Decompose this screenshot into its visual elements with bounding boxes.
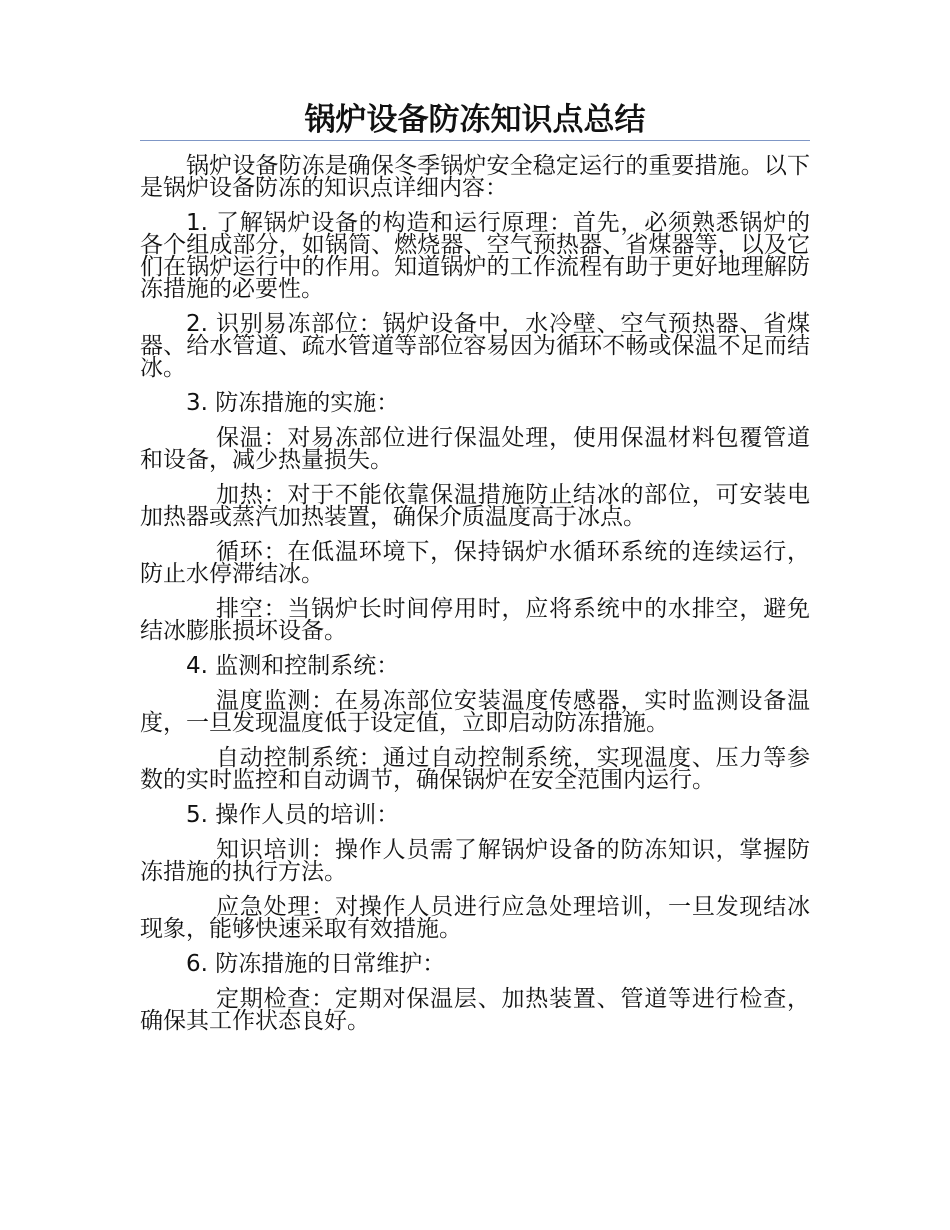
document-page [140, 100, 810, 1045]
point-6-regular-inspection: 定期检查：定期对保温层、加热装置、管道等进行检查，确保其工作状态良好。 [140, 986, 810, 1034]
intro-paragraph: 锅炉设备防冻是确保冬季锅炉安全稳定运行的重要措施。以下是锅炉设备防冻的知识点详细内容： [140, 153, 810, 201]
point-2-freeze-prone-parts: 2. 识别易冻部位：锅炉设备中，水冷壁、空气预热器、省煤器、给水管道、疏水管道等部位容易因为循环不畅或保温不足而结冰。 [140, 311, 810, 381]
point-3-circulation: 循环：在低温环境下，保持锅炉水循环系统的连续运行，防止水停滞结冰。 [140, 539, 810, 587]
point-6-heading: 6. 防冻措施的日常维护： [186, 951, 446, 977]
point-5-knowledge-training: 知识培训：操作人员需了解锅炉设备的防冻知识，掌握防冻措施的执行方法。 [140, 837, 810, 885]
point-3-heating: 加热：对于不能依靠保温措施防止结冰的部位，可安装电加热器或蒸汽加热装置，确保介质温度高于冰点。 [140, 482, 810, 530]
point-5-heading: 5. 操作人员的培训： [186, 802, 400, 828]
document-title: 锅炉设备防冻知识点总结 [304, 102, 646, 138]
title-underline [140, 140, 810, 141]
point-3-drain: 排空：当锅炉长时间停用时，应将系统中的水排空，避免结冰膨胀损坏设备。 [140, 596, 810, 644]
point-1-structure-principle: 1. 了解锅炉设备的构造和运行原理：首先，必须熟悉锅炉的各个组成部分，如锅筒、燃烧器、空气预热器、省煤器等，以及它们在锅炉运行中的作用。知道锅炉的工作流程有助于更好地理解防冻措施的必要性。 [140, 210, 810, 302]
point-3-insulation: 保温：对易冻部位进行保温处理，使用保温材料包覆管道和设备，减少热量损失。 [140, 425, 810, 473]
point-5-emergency-handling: 应急处理：对操作人员进行应急处理培训，一旦发现结冰现象，能够快速采取有效措施。 [140, 894, 810, 942]
point-4-temperature-monitoring: 温度监测：在易冻部位安装温度传感器，实时监测设备温度，一旦发现温度低于设定值，立即启动防冻措施。 [140, 688, 810, 736]
point-3-heading: 3. 防冻措施的实施： [186, 390, 400, 416]
point-4-heading: 4. 监测和控制系统： [186, 653, 400, 679]
point-4-auto-control: 自动控制系统：通过自动控制系统，实现温度、压力等参数的实时监控和自动调节，确保锅炉在安全范围内运行。 [140, 745, 810, 793]
